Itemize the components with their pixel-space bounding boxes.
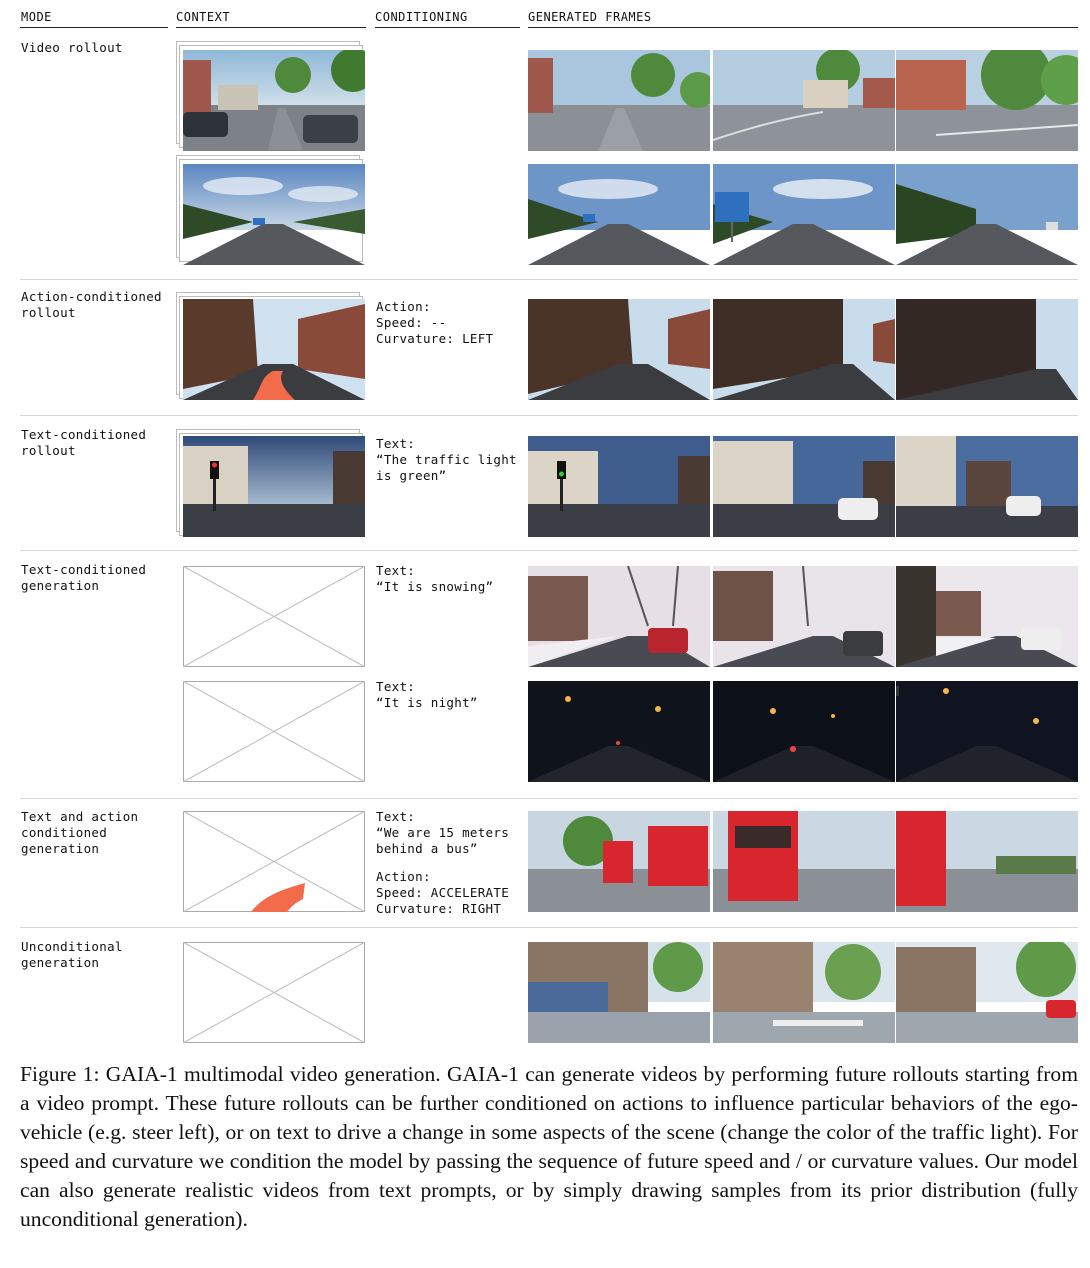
conditioning-snowing: Text: “It is snowing” (376, 563, 494, 594)
figure-caption: Figure 1: GAIA-1 multimodal video generation. GAIA-1 can generate videos by performing future rollouts starting from a video prompt. These future rollouts can be further conditioned on actions to influence particular behaviors of the ego-vehicle (e.g. steer left), or on text to drive a change in some aspects of the scene (change the color of the traffic light). For speed and curvature we condition the model by passing the sequence of future speed and / or curvature values. Our model can also generate realistic videos from text prompts, or by simply drawing samples from its prior distribution (fully unconditional generation). (20, 1062, 1078, 1231)
generated-frame (528, 436, 710, 537)
row-separator (20, 550, 1078, 551)
generated-frame (896, 299, 1078, 400)
header-rule (20, 27, 168, 28)
header-rule (375, 27, 520, 28)
generated-frame (713, 811, 895, 912)
mode-video-rollout: Video rollout (21, 40, 123, 55)
generated-frame (528, 299, 710, 400)
mode-text-rollout: Text-conditioned rollout (21, 427, 147, 458)
generated-frame (713, 942, 895, 1043)
generated-frame (528, 942, 710, 1043)
context-placeholder-action-path (183, 811, 365, 912)
header-generated-frames: GENERATED FRAMES (528, 10, 652, 24)
generated-frame (713, 436, 895, 537)
generated-frame (713, 50, 895, 151)
generated-frame (896, 942, 1078, 1043)
generated-frame (896, 50, 1078, 151)
row-separator (20, 798, 1078, 799)
generated-frame (528, 811, 710, 912)
mode-action-rollout: Action-conditioned rollout (21, 289, 162, 320)
generated-frame (528, 566, 710, 667)
context-placeholder-empty (183, 681, 365, 782)
context-placeholder-empty (183, 566, 365, 667)
conditioning-night: Text: “It is night” (376, 679, 478, 710)
conditioning-bus-action: Action: Speed: ACCELERATE Curvature: RIGHT (376, 869, 510, 916)
generated-frame (713, 681, 895, 782)
mode-unconditional: Unconditional generation (21, 939, 123, 970)
generated-frame (528, 164, 710, 265)
generated-frame (896, 811, 1078, 912)
mode-text-action-generation: Text and action conditioned generation (21, 809, 139, 856)
conditioning-bus-text: Text: “We are 15 meters behind a bus” (376, 809, 510, 856)
generated-frame (713, 299, 895, 400)
generated-frame (896, 681, 1078, 782)
generated-frame (713, 566, 895, 667)
context-image-brick-street (183, 299, 365, 400)
generated-frame (713, 164, 895, 265)
context-image-traffic-light (183, 436, 365, 537)
row-separator (20, 927, 1078, 928)
header-mode: MODE (21, 10, 52, 24)
conditioning-action-left: Action: Speed: -- Curvature: LEFT (376, 299, 494, 346)
header-rule (528, 27, 1078, 28)
row-separator (20, 415, 1078, 416)
context-image-residential-street (183, 50, 365, 151)
generated-frame (896, 436, 1078, 537)
generated-frame (528, 681, 710, 782)
generated-frame (896, 164, 1078, 265)
generated-frame (896, 566, 1078, 667)
mode-text-generation: Text-conditioned generation (21, 562, 147, 593)
context-placeholder-empty (183, 942, 365, 1043)
context-image-highway (183, 164, 365, 265)
conditioning-traffic-light: Text: “The traffic light is green” (376, 436, 517, 483)
header-rule (176, 27, 366, 28)
row-separator (20, 279, 1078, 280)
generated-frame (528, 50, 710, 151)
header-context: CONTEXT (176, 10, 231, 24)
header-conditioning: CONDITIONING (375, 10, 468, 24)
